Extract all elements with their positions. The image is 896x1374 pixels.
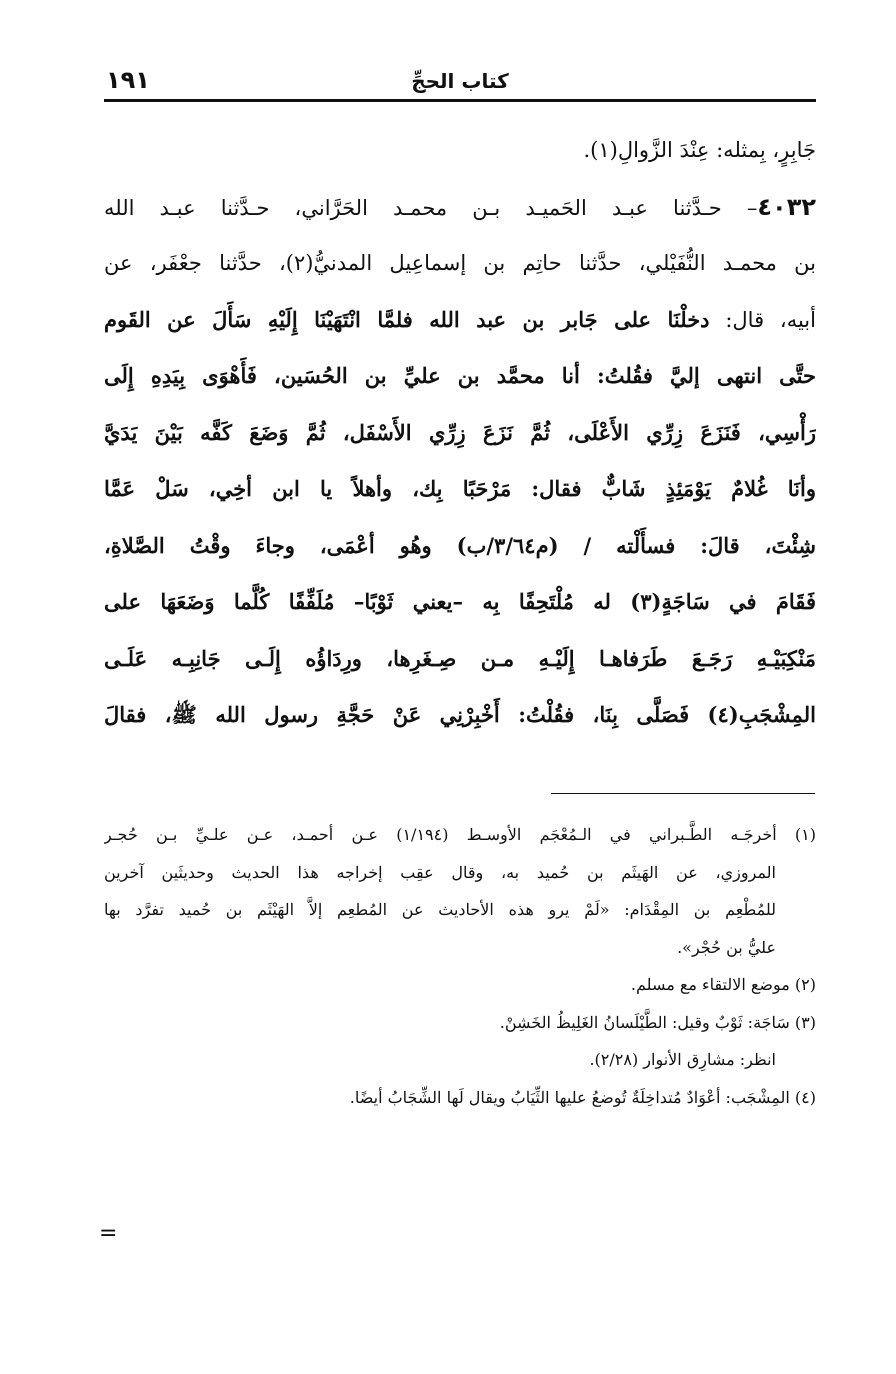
text-plain: أبيه، قال: [709, 307, 816, 332]
text-bold: دخلْنَا على جَابر بن عبد الله فلمَّا انْتَهَيْنَا إِلَيْهِ سَأَلَ عن القَوم [104, 306, 710, 332]
text-line-fragment [104, 308, 816, 332]
footnotes [104, 816, 816, 1116]
hadith-number: ٤٠٣٢ [757, 192, 816, 221]
text-line [104, 292, 816, 349]
footnote-line: (٢) موضع الالتقاء مع مسلم. [630, 975, 816, 994]
text-line: جَابِرٍ، بِمثله: عِنْدَ الزَّوالِ(١). [583, 138, 816, 162]
hadith-header-line [104, 179, 816, 236]
chapter-title: كتاب الحجِّ [411, 69, 509, 93]
text-line: المِشْجَبِ(٤) فَصَلَّى بِنَا، فقُلْتُ: أَخْبِرْنِي عَنْ حَجَّةِ رسول الله ﷺ، فقالَ [104, 702, 816, 727]
text-line: رَأْسِي، فَنَزَعَ زِرِّي الأَعْلَى، ثُمَّ نَزَعَ زِرِّي الأَسْفَل، ثُمَّ وَضَعَ كَفَّه بَيْنَ يَدَيَّ [104, 419, 816, 445]
text-line: بن محمـد النُّفَيْلي، حدَّثنا حاتِم بن إسماعِيل المدنيُّ(٢)، حدَّثنا جعْفَر، عن [104, 251, 816, 275]
footnote-line: (١) أخرجَـه الطَّـبراني في الـمُعْجَم الأوسـط (١/١٩٤) عـن أحمـد، عـن علـيِّ بـن حُجـر [104, 825, 816, 844]
text-line: شِئْتَ، قالَ: فسأَلْته / (م٣/٦٤/ب) وهُو أعْمَى، وجاءَ وقْتُ الصَّلاةِ، [104, 532, 816, 558]
text-line: مَنْكِبَيْـهِ رَجَـعَ طَرَفاهـا إِلَيْـهِ مـن صِـغَرِها، ورِدَاؤُه إِلَـى جَانِبِـه عَلَـى [104, 645, 816, 671]
text-line: حتَّى انتهى إليَّ فقُلتُ: أنا محمَّد بن عليِّ بن الحُسَين، فَأَهْوَى بِيَدِهِ إِلَى [104, 363, 816, 388]
footnote-line: (٤) المِشْجَب: أعْوَادٌ مُتداخِلَةٌ تُوضعُ عليها الثِّيَابُ ويقال لَها الشِّجَابُ أيضًا. [349, 1087, 816, 1107]
page-number: ١٩١ [106, 66, 150, 94]
footnote-line: انظر: مشارِق الأنوار (٢/٢٨). [589, 1050, 776, 1069]
footnote-line: للمُطْعِم بن المِقْدَام: «لَمْ يرو هذه الأحاديث عن المُطعِم إلاَّ الهَيْثَم بن حُميد تفرَّد بها [104, 900, 776, 919]
text-line: – حـدَّثنا عبـد الحَميـد بـن محمـد الحَرَّاني، حـدَّثنا عبـد الله [104, 195, 758, 220]
main-text [104, 122, 816, 744]
text-line: فَقَامَ في سَاجَةٍ(٣) له مُلْتَحِفًا بِه –يعني ثَوْبًا– مُلَفِّفًا كُلَّما وَضَعَهَا على [104, 589, 816, 614]
footnote-separator [551, 793, 815, 794]
header-rule [104, 99, 816, 102]
footnote-line: (٣) سَاجَة: ثَوْبٌ وقيل: الطَّيْلَسانُ الغَلِيظُ الخَشِنْ. [499, 1012, 816, 1032]
running-header [104, 66, 816, 100]
page-end-mark: = [99, 1221, 118, 1246]
footnote-line: المروزي، عن الهَيثَم بن حُميد به، وقال عقِب إخراجه هذا الحديث وحديثَين آخرين [104, 862, 776, 882]
footnote-line: عليُّ بن حُجْر». [677, 937, 776, 957]
text-line: وأنَا غُلامٌ يَوْمَئِذٍ شَابٌّ فقال: مَرْحَبًا بِك، وأهلاً يا ابن أخِي، سَلْ عَمَّا [104, 476, 816, 501]
